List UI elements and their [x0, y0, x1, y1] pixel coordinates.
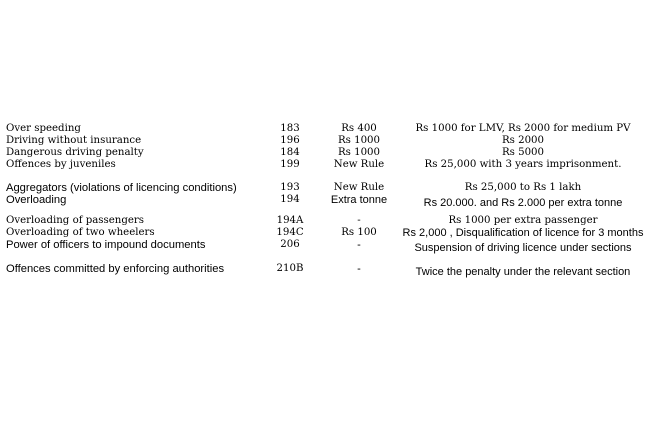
new-penalty-cell: Rs 5000 — [501, 147, 545, 158]
old-penalty-cell: Rs 100 — [341, 227, 377, 238]
section-cell: 199 — [280, 159, 300, 170]
section-cell: 194C — [276, 227, 304, 238]
new-penalty-cell: Rs 1000 for LMV, Rs 2000 for medium PV — [415, 123, 631, 134]
offence-cell: Power of officers to impound documents — [6, 239, 206, 251]
offence-cell: Dangerous driving penalty — [6, 147, 144, 158]
old-penalty-cell: Rs 400 — [341, 123, 377, 134]
old-penalty-cell: New Rule — [333, 182, 385, 193]
old-penalty-cell: Rs 1000 — [337, 135, 381, 146]
offence-cell: Offences committed by enforcing authorities — [6, 263, 225, 275]
table-row — [0, 262, 660, 276]
offence-cell: Overloading of two wheelers — [6, 227, 155, 238]
new-penalty-cell: Rs 1000 per extra passenger — [448, 215, 598, 226]
section-cell: 194 — [280, 194, 300, 205]
old-penalty-cell: - — [357, 215, 361, 226]
section-cell: 183 — [280, 123, 300, 134]
table-row — [0, 238, 660, 252]
section-cell: 193 — [280, 182, 300, 193]
old-penalty-cell: - — [357, 263, 361, 275]
section-cell: 194A — [276, 215, 304, 226]
new-penalty-cell: Rs 25,000 to Rs 1 lakh — [464, 182, 582, 193]
offence-cell: Over speeding — [6, 123, 81, 134]
new-penalty-cell: Rs 20.000. and Rs 2.000 per extra tonne — [423, 197, 623, 209]
new-penalty-cell: Twice the penalty under the relevant section — [415, 266, 631, 278]
offence-cell: Aggregators (violations of licencing conditions) — [6, 182, 237, 194]
table-row — [0, 158, 660, 172]
offence-cell: Overloading — [6, 194, 67, 206]
old-penalty-cell: - — [357, 239, 361, 251]
old-penalty-cell: Rs 1000 — [337, 147, 381, 158]
offence-cell: Overloading of passengers — [6, 215, 145, 226]
section-cell: 210B — [276, 263, 304, 274]
table-row — [0, 193, 660, 207]
offence-cell: Offences by juveniles — [6, 159, 116, 170]
old-penalty-cell: Extra tonne — [330, 194, 388, 206]
section-cell: 206 — [280, 239, 300, 250]
new-penalty-cell: Rs 2,000 , Disqualification of licence for 3 months — [402, 227, 644, 239]
old-penalty-cell: New Rule — [333, 159, 385, 170]
new-penalty-cell: Rs 25,000 with 3 years imprisonment. — [424, 159, 622, 170]
new-penalty-cell: Suspension of driving licence under sections — [414, 242, 632, 254]
section-cell: 196 — [280, 135, 300, 146]
new-penalty-cell: Rs 2000 — [501, 135, 545, 146]
section-cell: 184 — [280, 147, 300, 158]
offence-cell: Driving without insurance — [6, 135, 142, 146]
